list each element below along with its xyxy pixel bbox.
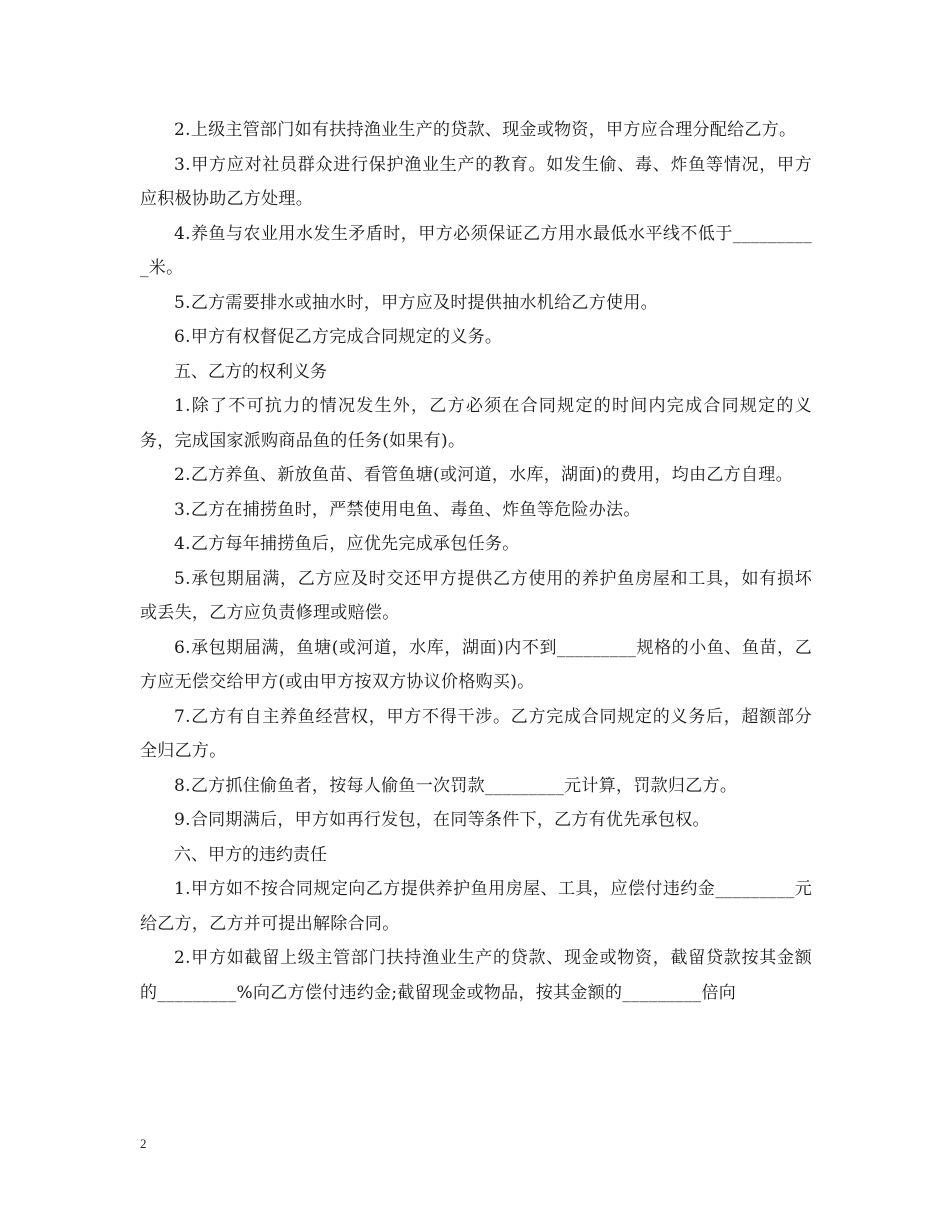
clause-5-5: 5.承包期届满，乙方应及时交还甲方提供乙方使用的养护鱼房屋和工具，如有损坏或丢失，乙方应负责修理或赔偿。 [140,568,812,623]
clause-5-4: 4.乙方每年捕捞鱼后，应优先完成承包任务。 [174,534,520,554]
clause-4-2: 2.上级主管部门如有扶持渔业生产的贷款、现金或物资，甲方应合理分配给乙方。 [174,120,797,140]
clause-5-1: 1.除了不可抗力的情况发生外，乙方必须在合同规定的时间内完成合同规定的义务，完成国家派购商品鱼的任务(如果有)。 [140,396,812,451]
clause-6-1: 1.甲方如不按合同规定向乙方提供养护鱼用房屋、工具，应偿付违约金_________元给乙方，乙方并可提出解除合同。 [140,879,812,934]
clause-5-6: 6.承包期届满，鱼塘(或河道，水库，湖面)内不到_________规格的小鱼、鱼苗，乙方应无偿交给甲方(或由甲方按双方协议价格购买)。 [140,637,812,692]
clause-6-2: 2.甲方如截留上级主管部门扶持渔业生产的贷款、现金或物资，截留贷款按其金额的_________%向乙方偿付违约金;截留现金或物品，按其金额的_________倍向 [140,948,812,1003]
clause-5-9: 9.合同期满后，甲方如再行发包，在同等条件下，乙方有优先承包权。 [174,810,710,830]
document-body [140,113,812,1010]
clause-4-6: 6.甲方有权督促乙方完成合同规定的义务。 [174,327,503,347]
clause-4-5: 5.乙方需要排水或抽水时，甲方应及时提供抽水机给乙方使用。 [174,292,658,313]
clause-5-3: 3.乙方在捕捞鱼时，严禁使用电鱼、毒鱼、炸鱼等危险办法。 [174,499,641,520]
clause-5-7: 7.乙方有自主养鱼经营权，甲方不得干涉。乙方完成合同规定的义务后，超额部分全归乙方。 [140,706,812,761]
section-heading-6: 六、甲方的违约责任 [174,844,327,865]
clause-4-4: 4.养鱼与农业用水发生矛盾时，甲方必须保证乙方用水最低水平线不低于__________米。 [140,223,812,278]
clause-5-8: 8.乙方抓住偷鱼者，按每人偷鱼一次罚款_________元计算，罚款归乙方。 [174,775,738,796]
section-heading-5: 五、乙方的权利义务 [174,361,327,382]
clause-4-3: 3.甲方应对社员群众进行保护渔业生产的教育。如发生偷、毒、炸鱼等情况，甲方应积极协助乙方处理。 [140,154,812,209]
clause-5-2: 2.乙方养鱼、新放鱼苗、看管鱼塘(或河道，水库，湖面)的费用，均由乙方自理。 [174,465,793,485]
page-number: 2 [140,1136,147,1151]
